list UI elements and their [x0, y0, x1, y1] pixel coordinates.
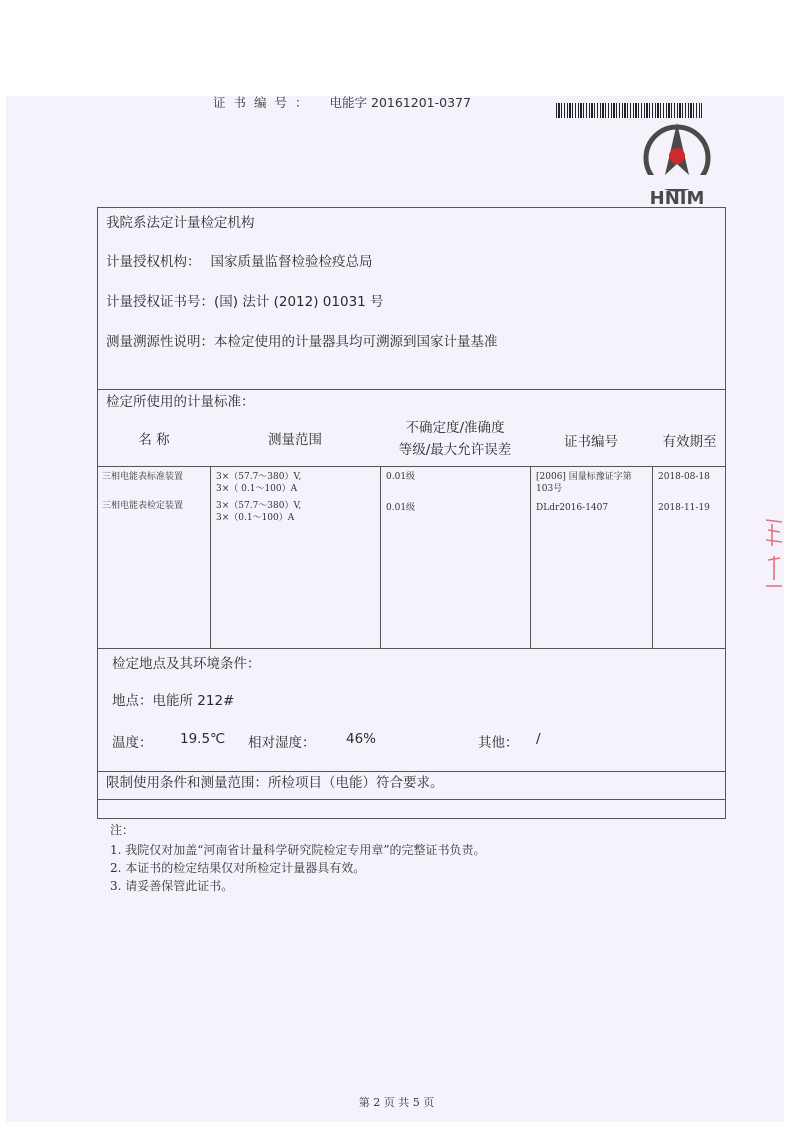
certificate-frame	[97, 207, 726, 819]
restriction-row	[106, 771, 444, 791]
column-header-uncertainty-2: 等级/最大允许误差	[398, 442, 512, 458]
row1-name: 三相电能表标准装置	[102, 472, 184, 482]
column-divider	[530, 466, 531, 648]
place-row	[112, 689, 234, 709]
column-header-valid-until: 有效期至	[662, 434, 717, 450]
column-divider	[652, 466, 653, 648]
page-number: 第 2 页 共 5 页	[358, 1096, 435, 1109]
other-label: 其他：	[478, 735, 519, 751]
license-label: 计量授权证书号：	[106, 294, 214, 310]
license-row	[106, 290, 384, 310]
license-value: (国) 法计 (2012) 01031 号	[214, 294, 384, 310]
note-item-3: 3. 请妥善保管此证书。	[110, 879, 234, 893]
row2-range-current: 3×（0.1～100）A	[216, 513, 295, 523]
logo-text: HNIM	[649, 188, 705, 206]
barcode	[556, 103, 702, 118]
traceability-row	[106, 330, 498, 350]
notes-title: 注：	[110, 823, 135, 837]
place-label: 地点：	[112, 693, 153, 709]
standards-title: 检定所使用的计量标准：	[106, 394, 255, 410]
row2-uncertainty: 0.01级	[386, 503, 416, 513]
row2-range-voltage: 3×（57.7～380）V,	[216, 501, 302, 511]
column-header-uncertainty-1: 不确定度/准确度	[405, 420, 505, 436]
row2-valid-until: 2018-11-19	[658, 503, 710, 513]
note-item-2: 2. 本证书的检定结果仅对所检定计量器具有效。	[110, 861, 366, 875]
column-header-name: 名 称	[138, 432, 170, 448]
authority-label: 计量授权机构：	[106, 254, 201, 270]
temperature-value: 19.5℃	[180, 731, 226, 747]
certificate-number-label: 证书编号：	[213, 95, 316, 110]
stamp-fragment	[762, 516, 786, 592]
traceability-label: 测量溯源性说明：	[106, 334, 214, 350]
authority-value: 国家质量监督检验检疫总局	[210, 254, 373, 270]
authority-row	[106, 250, 373, 270]
row1-cert-no: [2006] 国量标豫证字第103号	[536, 472, 632, 494]
place-value: 电能所 212#	[152, 693, 235, 709]
row2-name: 三相电能表检定装置	[102, 501, 184, 511]
column-header-cert-no: 证书编号	[564, 434, 618, 450]
traceability-value: 本检定使用的计量器具均可溯源到国家计量基准	[214, 334, 498, 350]
other-value: /	[536, 731, 541, 747]
humidity-label: 相对湿度：	[248, 735, 316, 751]
table-header-line	[98, 466, 725, 467]
row1-range-voltage: 3×（57.7～380）V,	[216, 472, 302, 482]
location-title: 检定地点及其环境条件：	[112, 656, 261, 672]
hnim-logo	[638, 120, 716, 206]
certificate-number	[213, 93, 471, 111]
note-item-1: 1. 我院仅对加盖“河南省计量科学研究院检定专用章”的完整证书负责。	[110, 843, 486, 857]
row1-valid-until: 2018-08-18	[658, 472, 710, 482]
restriction-value: 所检项目（电能）符合要求。	[268, 775, 444, 791]
column-divider	[210, 466, 211, 648]
column-header-range: 测量范围	[268, 432, 322, 448]
row1-uncertainty: 0.01级	[386, 472, 416, 482]
restriction-label: 限制使用条件和测量范围：	[106, 775, 268, 791]
row1-range-current: 3×（ 0.1～100）A	[216, 484, 298, 494]
row2-cert-no: DLdr2016-1407	[536, 503, 609, 513]
column-divider	[380, 466, 381, 648]
table-bottom-line	[98, 648, 725, 649]
humidity-value: 46%	[346, 731, 377, 747]
temperature-label: 温度：	[112, 735, 153, 751]
divider	[98, 799, 725, 800]
certificate-number-value: 电能字 20161201-0377	[329, 95, 471, 110]
section-title: 我院系法定计量检定机构	[106, 215, 255, 231]
